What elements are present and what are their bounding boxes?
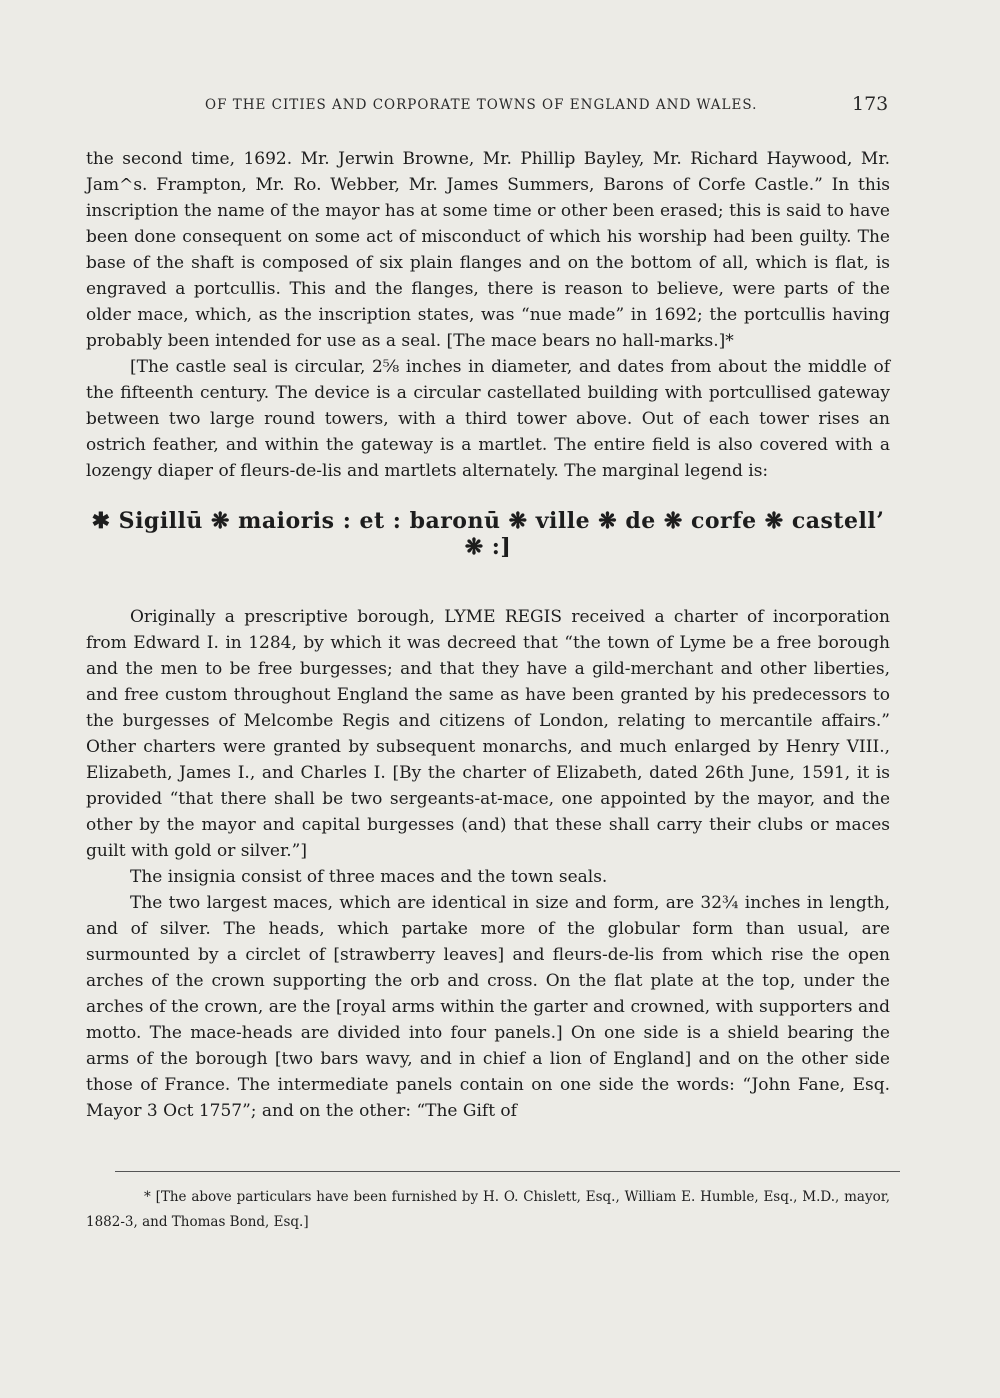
- running-head: OF THE CITIES AND CORPORATE TOWNS OF ENGLAND AND WALES.: [205, 97, 758, 113]
- paragraph-castle-seal: [The castle seal is circular, 2⅝ inches in diameter, and dates from about the middle of the fifteenth century. The device is a circular castellated building with portcullised gateway between two large round towers, with a third tower above. Out of each tower rises an ostrich feather, and within the gateway is a martlet. The entire field is also covered with a lozengy diaper of fleurs-de-lis and martlets alternately. The marginal legend is:: [86, 357, 890, 481]
- paragraph-lyme-regis: Originally a prescriptive borough, LYME REGIS received a charter of incorporation from Edward I. in 1284, by which it was decreed that “the town of Lyme be a free borough and the men to be free burgesses; and that they have a gild-merchant and other liberties, and free custom throughout England the same as have been granted by his predecessors to the burgesses of Melcombe Regis and citizens of London, relating to mercantile affairs.” Other charters were granted by subsequent monarchs, and much enlarged by Henry VIII., Elizabeth, James I., and Charles I. [By the charter of Elizabeth, dated 26th June, 1591, it is provided “that there shall be two sergeants-at-mace, one appointed by the mayor, and the other by the mayor and capital burgesses (and) that these shall carry their clubs or maces guilt with gold or silver.”]: [86, 607, 890, 861]
- paragraph-two-maces: The two largest maces, which are identical in size and form, are 32¾ inches in length, and of silver. The heads, which partake more of the globular form than usual, are surmounted by a circlet of [strawberry leaves] and fleurs-de-lis from which rise the open arches of the crown supporting the orb and cross. On the flat plate at the top, under the arches of the crown, are the [royal arms within the garter and crowned, with supporters and motto. The mace-heads are divided into four panels.] On one side is a shield bearing the arms of the borough [two bars wavy, and in chief a lion of England] and on the other side those of France. The intermediate panels contain on one side the words: “John Fane, Esq. Mayor 3 Oct 1757”; and on the other: “The Gift of: [86, 893, 890, 1121]
- seal-legend: ✱ Sigillū ❋ maioris : et : baronū ❋ ville ❋ de ❋ corfe ❋ castell’ ❋ :]: [91, 508, 885, 560]
- footnote: [86, 1185, 890, 1235]
- page-number: 173: [852, 93, 889, 115]
- footnote-divider: [115, 1171, 900, 1172]
- paragraph-mace-inscription: the second time, 1692. Mr. Jerwin Browne, Mr. Phillip Bayley, Mr. Richard Haywood, Mr. Jam^s. Frampton, Mr. Ro. Webber, Mr. James Summers, Barons of Corfe Castle.” In this inscription the name of the mayor has at some time or other been erased; this is said to have been done consequent on some act of misconduct of which his worship had been guilty. The base of the shaft is composed of six plain flanges and on the bottom of all, which is flat, is engraved a portcullis. This and the flanges, there is reason to believe, were parts of the older mace, which, as the inscription states, was “nue made” in 1692; the portcullis having probably been intended for use as a seal. [The mace bears no hall-marks.]*: [86, 149, 890, 351]
- footnote-text: * [The above particulars have been furnished by H. O. Chislett, Esq., William E. Humble, Esq., M.D., mayor, 1882-3, and Thomas Bond, Esq.]: [86, 1189, 890, 1230]
- body-text: [86, 146, 890, 1124]
- paragraph-insignia: The insignia consist of three maces and the town seals.: [130, 867, 608, 887]
